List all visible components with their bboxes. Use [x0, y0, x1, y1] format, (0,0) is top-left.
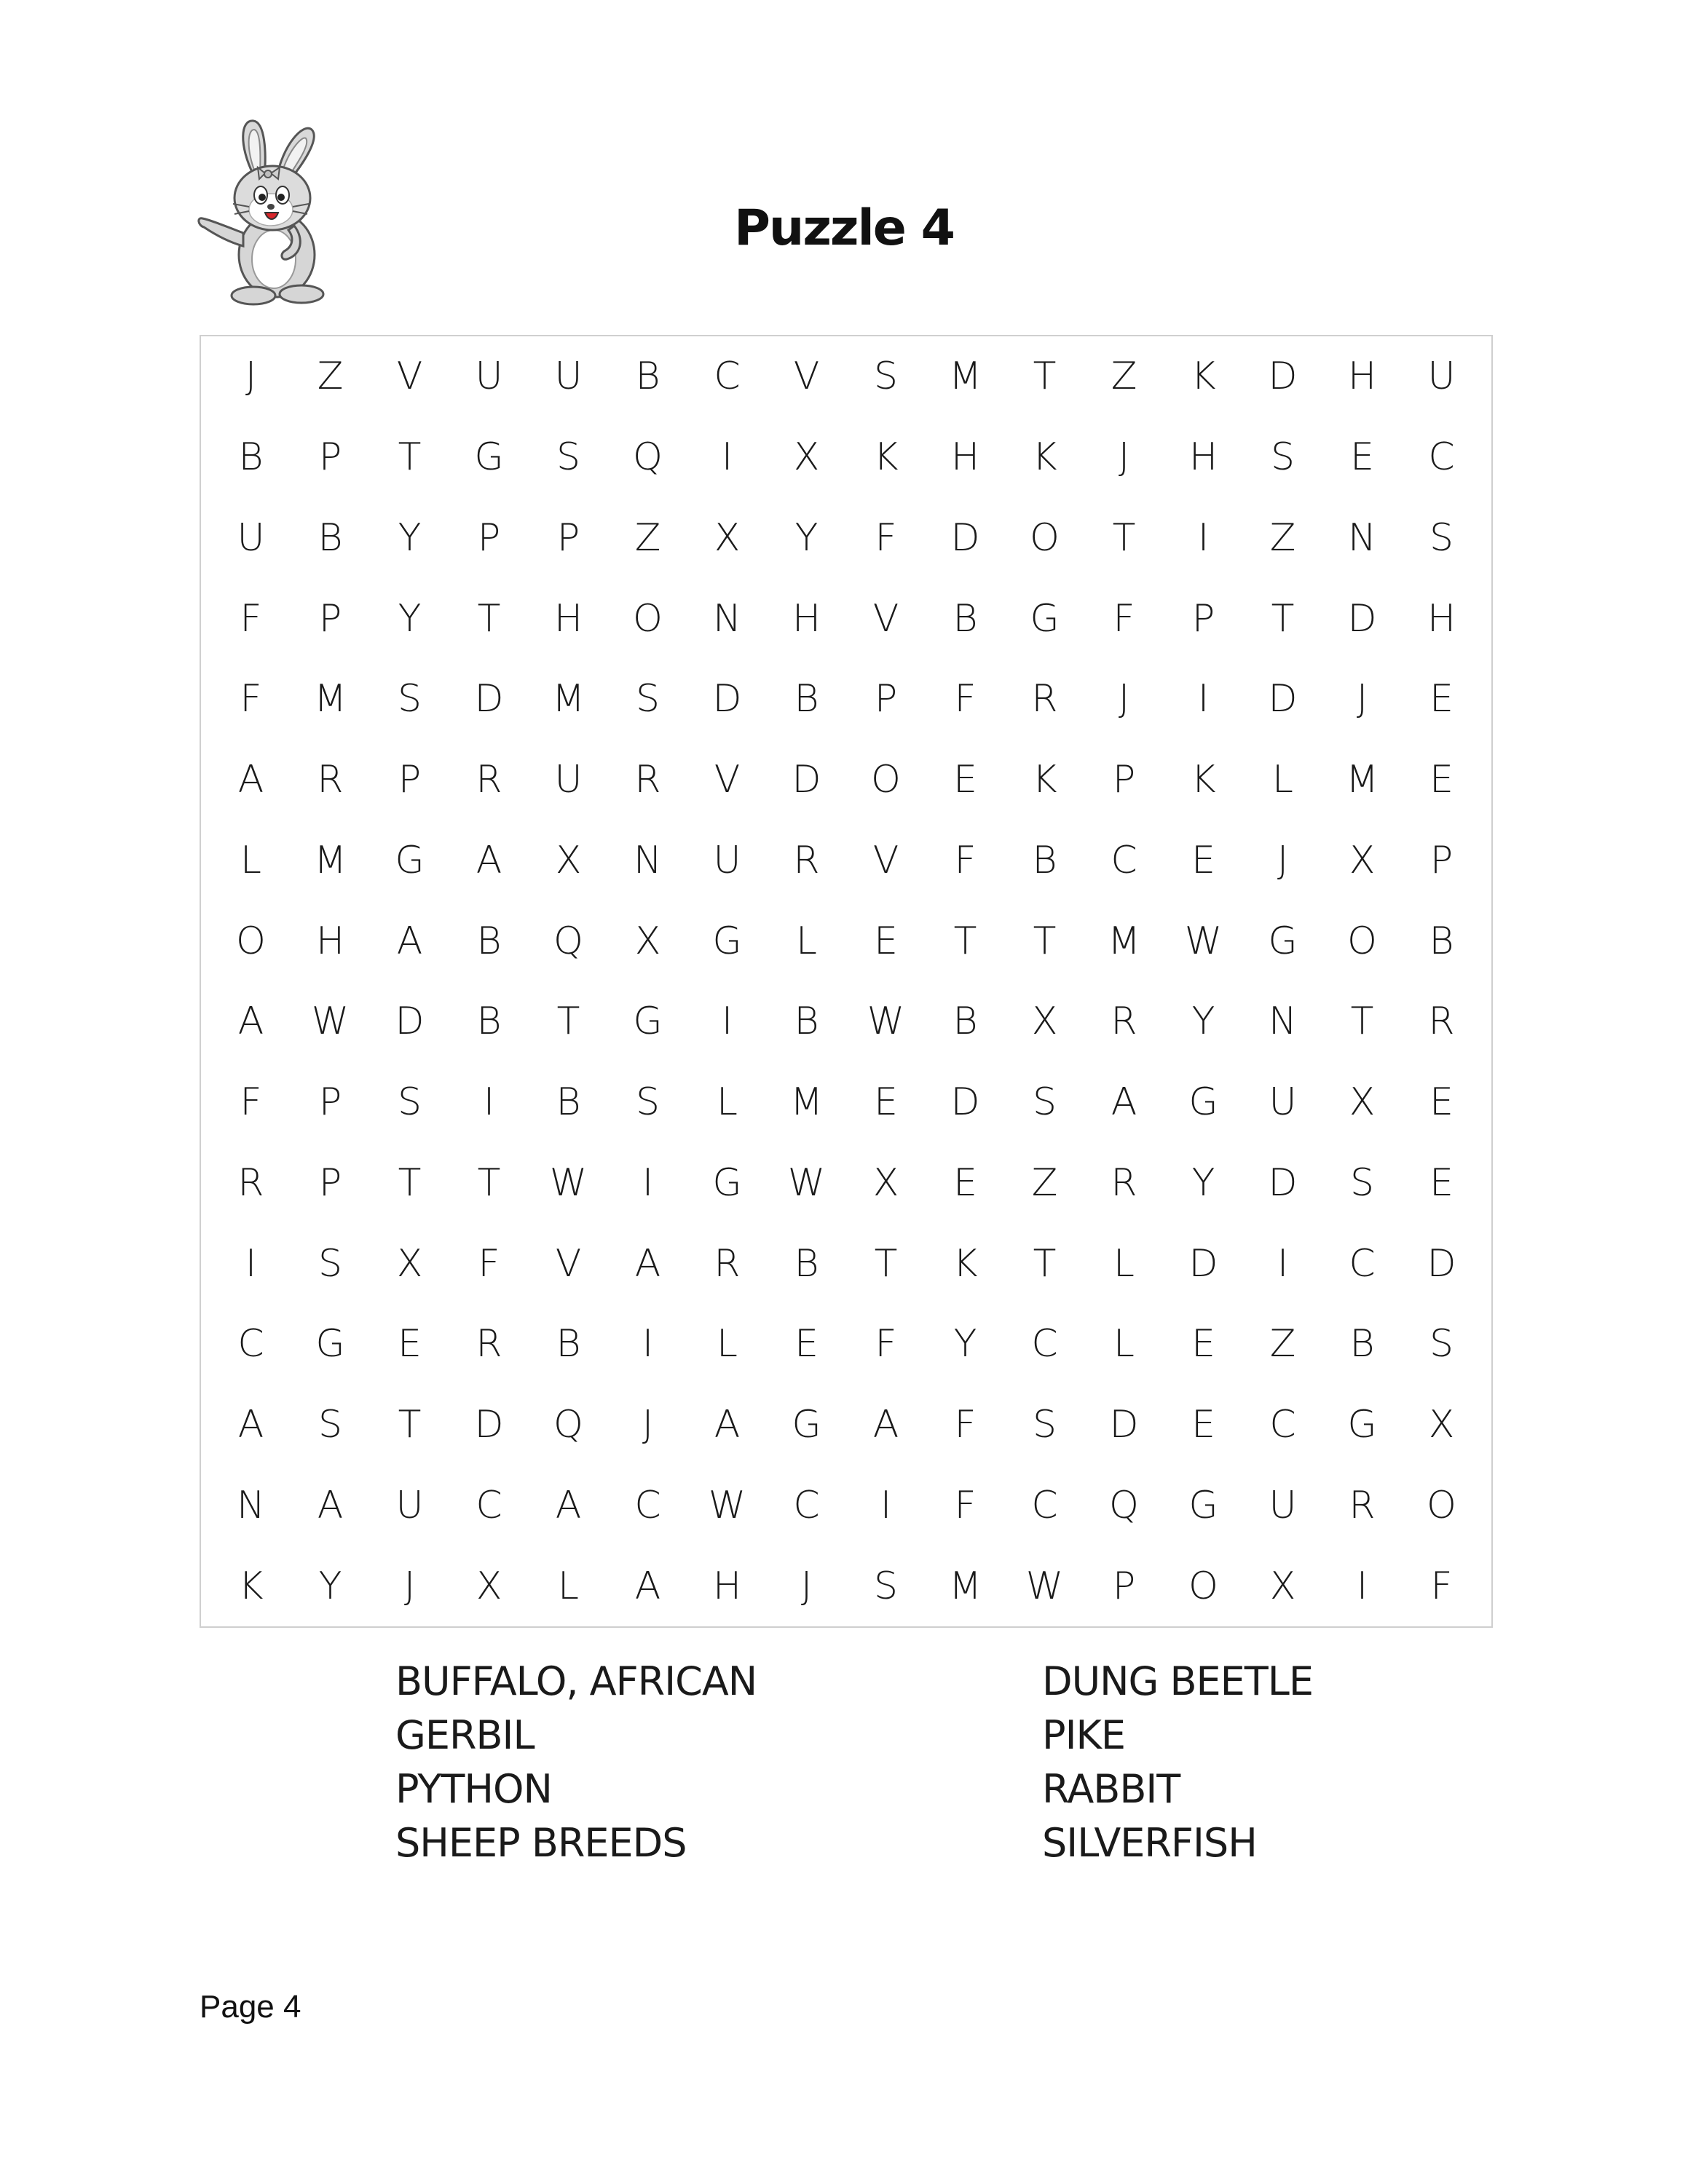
grid-cell: P	[1112, 1564, 1136, 1608]
grid-cell: P	[556, 515, 580, 560]
word-list-item: PYTHON	[395, 1766, 552, 1812]
grid-cell: Y	[398, 515, 422, 560]
grid-cell: W	[549, 1160, 588, 1205]
grid-cell: L	[796, 919, 817, 963]
grid-cell: A	[714, 1403, 741, 1447]
grid-cell: Y	[318, 1564, 342, 1608]
grid-cell: G	[315, 1322, 345, 1366]
grid-cell: D	[1347, 596, 1377, 641]
grid-cell: U	[554, 355, 583, 399]
grid-cell: E	[1191, 838, 1215, 882]
grid-cell: H	[553, 596, 583, 641]
grid-cell: K	[1032, 435, 1057, 480]
word-list-item: GERBIL	[395, 1712, 535, 1758]
grid-cell: A	[237, 1403, 264, 1447]
grid-cell: R	[237, 1160, 264, 1205]
grid-cell: B	[238, 435, 264, 480]
grid-cell: P	[477, 515, 501, 560]
grid-cell: C	[1428, 435, 1455, 480]
grid-cell: W	[1184, 919, 1223, 963]
grid-cell: E	[1429, 1080, 1454, 1125]
word-list-right-column	[1042, 1655, 1313, 1870]
grid-cell: G	[474, 435, 504, 480]
grid-cell: M	[1108, 919, 1140, 963]
grid-cell: S	[635, 677, 660, 721]
grid-cell: M	[314, 838, 347, 882]
grid-cell: G	[633, 1000, 663, 1044]
grid-cell: U	[713, 838, 741, 882]
grid-cell: W	[1025, 1564, 1064, 1608]
grid-cell: X	[1269, 1564, 1296, 1608]
grid-cell: F	[954, 1403, 977, 1447]
grid-cell: J	[1118, 435, 1130, 480]
grid-cell: R	[476, 1322, 502, 1366]
grid-cell: L	[1113, 1241, 1135, 1286]
grid-cell: S	[873, 1564, 898, 1608]
grid-cell: B	[1429, 919, 1454, 963]
grid-cell: F	[240, 1080, 262, 1125]
grid-cell: X	[634, 919, 661, 963]
grid-cell: A	[237, 758, 264, 802]
grid-cell: H	[712, 1564, 742, 1608]
grid-cell: P	[1429, 838, 1454, 882]
word-list-item: RABBIT	[1042, 1766, 1180, 1812]
grid-cell: S	[1270, 435, 1295, 480]
grid-cell: L	[717, 1080, 738, 1125]
grid-cell: U	[237, 515, 265, 560]
grid-cell: A	[634, 1241, 661, 1286]
grid-cell: S	[1429, 515, 1454, 560]
grid-cell: D	[712, 677, 742, 721]
grid-cell: U	[475, 355, 503, 399]
grid-cell: C	[714, 355, 741, 399]
grid-cell: B	[476, 1000, 502, 1044]
grid-cell: A	[872, 1403, 899, 1447]
grid-cell: G	[712, 1160, 742, 1205]
grid-cell: I	[1277, 1241, 1289, 1286]
grid-cell: I	[721, 435, 733, 480]
grid-cell: S	[1032, 1080, 1057, 1125]
grid-cell: I	[245, 1241, 257, 1286]
grid-cell: D	[1268, 1160, 1298, 1205]
grid-cell: K	[1191, 355, 1216, 399]
grid-cell: K	[873, 435, 899, 480]
grid-cell: P	[874, 677, 898, 721]
grid-cell: P	[398, 758, 422, 802]
grid-cell: Y	[398, 596, 422, 641]
grid-cell: O	[1188, 1564, 1218, 1608]
grid-cell: K	[1032, 758, 1057, 802]
grid-cell: O	[871, 758, 901, 802]
grid-cell: C	[1031, 1322, 1058, 1366]
grid-cell: V	[872, 596, 899, 641]
grid-cell: I	[642, 1160, 654, 1205]
grid-cell: S	[1429, 1322, 1454, 1366]
grid-cell: G	[792, 1403, 821, 1447]
grid-cell: B	[1032, 838, 1057, 882]
grid-cell: B	[953, 1000, 978, 1044]
grid-cell: F	[954, 838, 977, 882]
grid-cell: B	[556, 1322, 581, 1366]
grid-cell: I	[880, 1483, 892, 1527]
grid-cell: Z	[1111, 355, 1137, 399]
grid-cell: E	[1429, 1160, 1454, 1205]
grid-cell: X	[555, 838, 582, 882]
grid-cell: D	[950, 515, 980, 560]
grid-cell: Z	[634, 515, 661, 560]
grid-cell: R	[1349, 1483, 1376, 1527]
grid-cell: X	[1349, 1080, 1376, 1125]
grid-cell: Q	[553, 1403, 583, 1447]
grid-cell: T	[874, 1241, 898, 1286]
grid-cell: Y	[1191, 1160, 1215, 1205]
grid-cell: X	[1349, 838, 1376, 882]
grid-cell: R	[1428, 1000, 1455, 1044]
grid-cell: B	[794, 1000, 819, 1044]
grid-cell: D	[395, 1000, 425, 1044]
grid-cell: I	[483, 1080, 495, 1125]
grid-cell: Q	[633, 435, 663, 480]
grid-cell: A	[396, 919, 423, 963]
grid-cell: S	[1349, 1160, 1374, 1205]
grid-cell: E	[953, 1160, 977, 1205]
word-list-item: SILVERFISH	[1042, 1820, 1257, 1866]
grid-cell: C	[237, 1322, 264, 1366]
grid-cell: B	[953, 596, 978, 641]
grid-cell: L	[240, 838, 261, 882]
grid-cell: D	[1188, 1241, 1218, 1286]
grid-cell: Z	[1031, 1160, 1058, 1205]
grid-cell: U	[554, 758, 583, 802]
grid-cell: U	[1269, 1080, 1297, 1125]
grid-cell: A	[634, 1564, 661, 1608]
grid-cell: I	[1197, 515, 1210, 560]
grid-cell: C	[1349, 1241, 1376, 1286]
grid-cell: T	[1033, 919, 1057, 963]
grid-cell: A	[555, 1483, 582, 1527]
grid-cell: B	[794, 677, 819, 721]
grid-cell: A	[1111, 1080, 1137, 1125]
grid-cell: V	[396, 355, 423, 399]
grid-cell: H	[950, 435, 980, 480]
grid-cell: J	[1277, 838, 1289, 882]
grid-cell: P	[318, 596, 342, 641]
page-title: Puzzle 4	[734, 199, 954, 257]
grid-cell: N	[634, 838, 662, 882]
grid-cell: W	[311, 1000, 350, 1044]
grid-cell: E	[1350, 435, 1374, 480]
grid-cell: B	[556, 1080, 581, 1125]
grid-cell: R	[1111, 1000, 1137, 1044]
grid-cell: D	[474, 1403, 504, 1447]
word-list-item: BUFFALO, AFRICAN	[395, 1658, 757, 1704]
grid-cell: S	[318, 1241, 342, 1286]
grid-cell: D	[1268, 355, 1298, 399]
grid-cell: M	[552, 677, 585, 721]
grid-cell: A	[317, 1483, 344, 1527]
grid-cell: C	[476, 1483, 502, 1527]
grid-cell: M	[949, 1564, 982, 1608]
grid-cell: G	[712, 919, 742, 963]
grid-cell: G	[1030, 596, 1060, 641]
grid-cell: R	[1111, 1160, 1137, 1205]
grid-cell: T	[953, 919, 977, 963]
grid-cell: V	[555, 1241, 582, 1286]
grid-cell: E	[874, 1080, 898, 1125]
grid-cell: G	[1347, 1403, 1377, 1447]
grid-cell: V	[872, 838, 899, 882]
grid-cell: S	[1032, 1403, 1057, 1447]
grid-cell: S	[635, 1080, 660, 1125]
grid-cell: Z	[1269, 1322, 1296, 1366]
grid-cell: I	[1356, 1564, 1368, 1608]
grid-cell: O	[236, 919, 266, 963]
grid-cell: Y	[794, 515, 819, 560]
grid-cell: E	[874, 919, 898, 963]
grid-cell: E	[953, 758, 977, 802]
word-list-item: DUNG BEETLE	[1042, 1658, 1313, 1704]
grid-cell: S	[397, 1080, 422, 1125]
grid-cell: J	[1118, 677, 1130, 721]
grid-cell: D	[1427, 1241, 1456, 1286]
grid-cell: Y	[1191, 1000, 1215, 1044]
grid-cell: I	[642, 1322, 654, 1366]
grid-cell: N	[1348, 515, 1376, 560]
grid-cell: N	[713, 596, 741, 641]
grid-cell: C	[1269, 1403, 1296, 1447]
page-number: Page 4	[200, 1989, 301, 2025]
grid-cell: X	[396, 1241, 423, 1286]
grid-cell: X	[793, 435, 820, 480]
grid-cell: T	[477, 1160, 501, 1205]
grid-cell: U	[1427, 355, 1456, 399]
grid-cell: I	[1197, 677, 1210, 721]
grid-cell: T	[1112, 515, 1136, 560]
grid-cell: F	[240, 596, 262, 641]
grid-cell: F	[875, 1322, 897, 1366]
grid-cell: O	[1030, 515, 1060, 560]
grid-cell: T	[1033, 355, 1057, 399]
grid-cell: T	[1033, 1241, 1057, 1286]
grid-cell: D	[950, 1080, 980, 1125]
grid-cell: T	[398, 1160, 422, 1205]
word-list-left-column	[395, 1655, 757, 1870]
grid-cell: C	[634, 1483, 661, 1527]
grid-cell: T	[556, 1000, 580, 1044]
grid-cell: T	[477, 596, 501, 641]
grid-cell: X	[714, 515, 741, 560]
grid-cell: R	[634, 758, 661, 802]
grid-cell: F	[478, 1241, 500, 1286]
grid-cell: W	[787, 1160, 826, 1205]
grid-cell: H	[1347, 355, 1377, 399]
grid-cell: Z	[1269, 515, 1296, 560]
grid-cell: U	[1269, 1483, 1297, 1527]
grid-cell: E	[1191, 1403, 1215, 1447]
grid-cell: B	[318, 515, 343, 560]
grid-cell: T	[1271, 596, 1295, 641]
grid-cell: P	[1112, 758, 1136, 802]
grid-cell: Q	[553, 919, 583, 963]
grid-cell: L	[1272, 758, 1293, 802]
grid-cell: E	[794, 1322, 819, 1366]
grid-cell: L	[558, 1564, 579, 1608]
grid-cell: X	[872, 1160, 899, 1205]
grid-cell: H	[1188, 435, 1218, 480]
grid-cell: C	[1111, 838, 1137, 882]
grid-cell: P	[318, 435, 342, 480]
grid-cell: I	[721, 1000, 733, 1044]
grid-cell: B	[794, 1241, 819, 1286]
grid-cell: P	[318, 1160, 342, 1205]
grid-cell: Z	[317, 355, 344, 399]
grid-cell: T	[1350, 1000, 1374, 1044]
grid-cell: P	[318, 1080, 342, 1125]
grid-cell: C	[793, 1483, 820, 1527]
grid-cell: X	[1031, 1000, 1058, 1044]
grid-cell: G	[1188, 1080, 1218, 1125]
grid-cell: O	[1427, 1483, 1456, 1527]
grid-cell: T	[398, 1403, 422, 1447]
grid-cell: M	[314, 677, 347, 721]
grid-cell: R	[476, 758, 502, 802]
grid-cell: A	[476, 838, 502, 882]
grid-cell: K	[953, 1241, 978, 1286]
grid-cell: K	[1191, 758, 1216, 802]
grid-cell: G	[1268, 919, 1298, 963]
grid-cell: R	[317, 758, 344, 802]
grid-cell: E	[1429, 758, 1454, 802]
grid-cell: B	[1349, 1322, 1375, 1366]
grid-cell: H	[315, 919, 345, 963]
grid-cell: S	[318, 1403, 342, 1447]
grid-cell: E	[1429, 677, 1454, 721]
word-list-item: SHEEP BREEDS	[395, 1820, 687, 1866]
grid-cell: N	[237, 1483, 265, 1527]
grid-cell: V	[793, 355, 820, 399]
grid-cell: B	[635, 355, 660, 399]
grid-cell: A	[237, 1000, 264, 1044]
grid-cell: N	[1269, 1000, 1297, 1044]
grid-cell: D	[792, 758, 821, 802]
grid-cell: S	[556, 435, 580, 480]
grid-cell: P	[1191, 596, 1215, 641]
grid-cell: B	[476, 919, 502, 963]
grid-cell: F	[954, 677, 977, 721]
grid-cell: M	[949, 355, 982, 399]
grid-cell: O	[1347, 919, 1377, 963]
grid-cell: U	[395, 1483, 424, 1527]
grid-cell: J	[245, 355, 257, 399]
grid-cell: H	[1427, 596, 1456, 641]
grid-cell: G	[395, 838, 425, 882]
grid-cell: D	[1109, 1403, 1139, 1447]
grid-cell: F	[1113, 596, 1135, 641]
grid-cell: M	[1346, 758, 1379, 802]
grid-cell: R	[714, 1241, 741, 1286]
grid-cell: F	[875, 515, 897, 560]
grid-cell: J	[642, 1403, 654, 1447]
word-list	[0, 1655, 1688, 1873]
grid-cell: G	[1188, 1483, 1218, 1527]
grid-cell: X	[476, 1564, 502, 1608]
grid-cell: R	[793, 838, 820, 882]
grid-cell: Y	[953, 1322, 977, 1366]
grid-cell: C	[1031, 1483, 1058, 1527]
word-search-grid	[200, 335, 1493, 1628]
grid-cell: J	[403, 1564, 416, 1608]
grid-cell: F	[954, 1483, 977, 1527]
grid-cell: Q	[1109, 1483, 1139, 1527]
grid-cell: W	[867, 1000, 905, 1044]
grid-cell: L	[1113, 1322, 1135, 1366]
grid-cell: E	[398, 1322, 422, 1366]
grid-cell: T	[398, 435, 422, 480]
grid-cell: H	[792, 596, 821, 641]
grid-cell: J	[800, 1564, 813, 1608]
grid-cell: R	[1031, 677, 1058, 721]
grid-cell: S	[873, 355, 898, 399]
grid-cell: F	[1430, 1564, 1453, 1608]
grid-cell: V	[714, 758, 741, 802]
grid-cell: O	[633, 596, 663, 641]
grid-cell: D	[1268, 677, 1298, 721]
grid-cell: E	[1191, 1322, 1215, 1366]
grid-cell: S	[397, 677, 422, 721]
grid-cell: W	[708, 1483, 746, 1527]
grid-cell: K	[238, 1564, 264, 1608]
grid-cell: M	[790, 1080, 823, 1125]
word-list-item: PIKE	[1042, 1712, 1126, 1758]
grid-cell: D	[474, 677, 504, 721]
grid-cell: J	[1356, 677, 1368, 721]
grid-cell: X	[1428, 1403, 1455, 1447]
grid-cell: L	[717, 1322, 738, 1366]
grid-cell: F	[240, 677, 262, 721]
